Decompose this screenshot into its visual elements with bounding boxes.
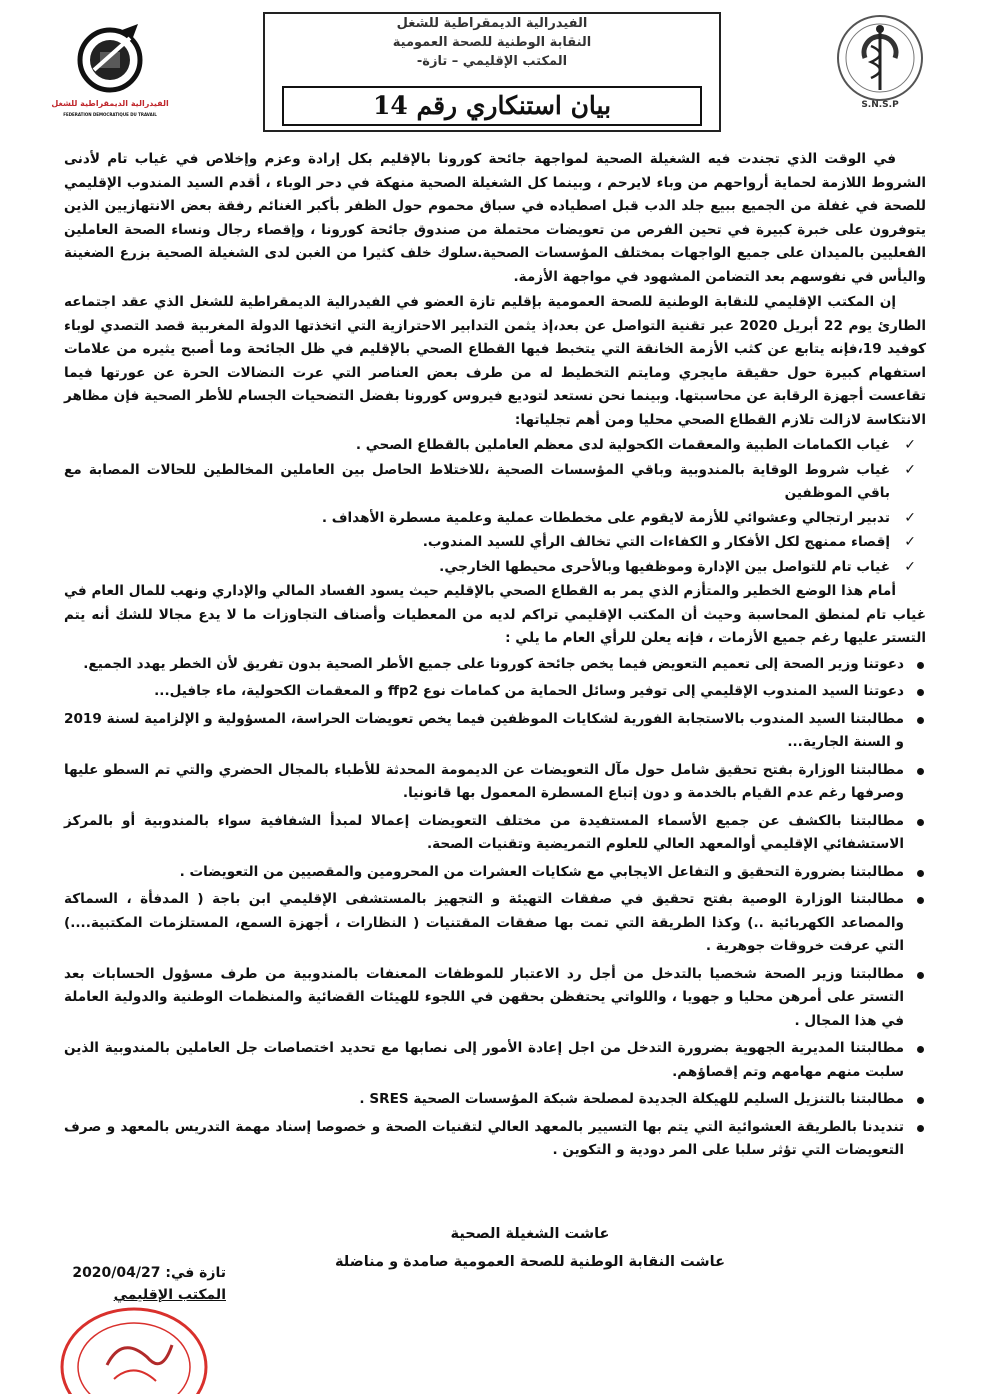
fdt-logo-icon: [51, 12, 169, 120]
checklist-item: ✓ غياب الكمامات الطبية والمعقمات الكحولية لدى معظم العاملين بالقطاع الصحي .: [64, 434, 918, 458]
paragraph-announcement: أمام هذا الوضع الخطير والمتأزم الذي يمر به القطاع الصحي بالإقليم حيث يسود الفساد المالي والإداري ونهب للمال العام في غياب تام لمنطق المحاسبة وحيث أن المكتب الإقليمي تراكم لديه من المعطيات وأصناف التجاوزات ما لا يدع مجالا للشك أنه يتم التستر عليها رغم جميع الأزمات ، فإنه يعلن للرأي العام ما يلي :: [64, 583, 926, 646]
bullet-icon: [917, 689, 924, 696]
logo-left-text: الفيدرالية الديمقراطية للشغل: [51, 99, 169, 108]
header-line-union: النقابة الوطنية للصحة العمومية: [392, 35, 592, 50]
checklist-item: ✓ غياب شروط الوقاية بالمندوبية وباقي المؤسسات الصحية ،للاختلاط الحاصل بين العاملين المخالطين للحالات المصابة مع باقي الموظفين: [64, 459, 918, 506]
checklist-item: ✓ غياب تام للتواصل بين الإدارة وموظفيها وبالأحرى محيطها الخارجي.: [64, 556, 918, 580]
official-stamp-icon: [52, 1295, 217, 1394]
signature-office: المكتب الإقليمي: [113, 1287, 226, 1303]
list-item: مطالبتنا الوزارة بفتح تحقيق شامل حول مآل التعويضات عن الديمومة المحدثة للأطباء بالمجال الحضري والتي تم السطو عليها وصرفها رغم عدم القيام بالخدمة و دون إتباع المسطرة المعمول بها قانونيا.: [64, 759, 926, 806]
list-item: مطالبتنا بالكشف عن جميع الأسماء المستفيدة من مختلف التعويضات إعمالا لمبدأ الشفافية سواء بالمندوبية أو بالمركز الاستشفائي الإقليمي أوالمعهد العالي للعلوم التمريضية وتقنيات الصحة.: [64, 810, 926, 857]
bullet-icon: [917, 1046, 924, 1053]
header-line-office: المكتب الإقليمي – تازة-: [416, 54, 568, 69]
bullet-icon: [917, 717, 924, 724]
demands-list: [64, 653, 926, 1163]
closing-slogans: [250, 1220, 810, 1276]
paragraph-intro: في الوقت الذي تجندت فيه الشغيلة الصحية لمواجهة جائحة كورونا بالإقليم بكل إرادة وعزم وإخلاص في غياب تام لأدنى الشروط اللازمة لحماية أرواحهم من وباء لايرحم ، وبينما كل الشغيلة الصحية منهكة في دحر الوباء ، أقدم السيد المندوب الإقليمي للصحة في غفلة من الجميع ببيع جلد الدب قبل اصطياده في سباق محموم حول الظفر بأكبر الغنائم رفقة بعض الانتهازيين الذين يتوفرون على خبرة كبيرة في تحين الفرص من تعويضات محتملة من صندوق جائحة كورونا ، وإقصاء رجال ونساء الصحة العاملين الفعليين بالميدان على جميع الواجهات بمختلف المؤسسات الصحية.سلوك خلف كثيرا من الغبن لدى الشغيلة الصحية بزرع الضغينة واليأس في نفوسهم بعد التضامن المشهود في مواجهة الأزمة.: [64, 151, 926, 285]
closing-line-union: عاشت النقابة الوطنية للصحة العمومية صامدة و مناضلة: [335, 1254, 725, 1270]
checkmark-icon: ✓: [904, 509, 916, 526]
list-item: مطالبتنا وزير الصحة شخصيا بالتدخل من أجل رد الاعتبار للموظفات المعنفات بالمندوبية من طرف مسؤول الحسابات بعد التستر على أمرهن محليا و جهويا ، واللواتي يحتفظن بحقهن في اللجوء للهيئات القضائية والمنظمات الوطنية والدولية العاملة في هذا المجال .: [64, 963, 926, 1034]
document-body: [64, 148, 926, 1167]
list-item: دعوتنا السيد المندوب الإقليمي إلى توفير وسائل الحماية من كمامات نوع ffp2 و المعقمات الكحولية، ماء جافيل...: [64, 680, 926, 704]
closing-line-workers: عاشت الشغيلة الصحية: [450, 1226, 610, 1242]
list-item: مطالبتنا المديرية الجهوية بضرورة التدخل من اجل إعادة الأمور إلى نصابها مع تحديد اختصاصات جل العاملين بالمندوبية الذين سلبت منهم مهامهم وتم إقصاؤهم.: [64, 1037, 926, 1084]
snsp-caduceus-icon: [805, 10, 955, 110]
document-title: بيان استنكاري رقم 14: [282, 86, 702, 126]
list-item: دعوتنا وزير الصحة إلى تعميم التعويض فيما يخص جائحة كورونا على جميع الأطر الصحية بدون تفريق لأن الخطر يهدد الجميع.: [64, 653, 926, 677]
checkmark-icon: ✓: [904, 437, 916, 453]
logo-left-subtext: FEDERATION DEMOCRATIQUE DU TRAVAIL: [63, 112, 157, 117]
signature-date: تازة في: 2020/04/27: [72, 1265, 226, 1281]
bullet-icon: [917, 768, 924, 775]
bullet-icon: [917, 870, 924, 877]
list-item: تنديدنا بالطريقة العشوائية التي يتم بها التسيير بالمعهد العالي لتقنيات الصحة و خصوصا إسناد مهمة التدريس بالمعهد و صرف التعويضات التي تؤثر سلبا على المر دودية و التكوين .: [64, 1116, 926, 1163]
bullet-icon: [917, 972, 924, 979]
list-item: مطالبتنا الوزارة الوصية بفتح تحقيق في صفقات التهيئة و التجهيز بالمستشفى الإقليمي ابن باجة ( المدفأة ، السماكة والمصاعد الكهربائية ..) وكذا الطريقة التي تمت بها صفقات المقتنيات ( النظارات ، أجهزة السمع، المستلزمات المكتبية....) التي عرفت خروقات جوهرية .: [64, 888, 926, 959]
list-item: مطالبتنا بالتنزيل السليم للهيكلة الجديدة لمصلحة شبكة المؤسسات الصحية SRES .: [64, 1088, 926, 1112]
header-line-federation: الفيدرالية الديمقراطية للشغل: [396, 16, 588, 31]
checkmark-icon: ✓: [904, 534, 916, 550]
checklist-item: ✓ إقصاء ممنهج لكل الأفكار و الكفاءات التي تخالف الرأي للسيد المندوب.: [64, 531, 918, 555]
bullet-icon: [917, 1097, 924, 1104]
issues-checklist: [64, 434, 926, 579]
logo-right-text: S.N.S.P: [861, 100, 899, 110]
checkmark-icon: ✓: [904, 461, 916, 478]
checklist-item: ✓ تدبير ارتجالي وعشوائي للأزمة لايقوم على مخططات عملية وعلمية مسطرة الأهداف .: [64, 507, 918, 531]
bullet-icon: [917, 897, 924, 904]
list-item: مطالبتنا بضرورة التحقيق و التفاعل الايجابي مع شكايات العشرات من المحرومين والمقصيين من التعويضات .: [64, 861, 926, 885]
letterhead-lines: [265, 14, 719, 84]
bullet-icon: [917, 1125, 924, 1132]
checkmark-icon: ✓: [904, 558, 916, 575]
bullet-icon: [917, 819, 924, 826]
list-item: مطالبتنا السيد المندوب بالاستجابة الفورية لشكايات الموظفين فيما يخص تعويضات الحراسة، المسؤولية و الإلزامية لسنة 2019 و السنة الجارية...: [64, 708, 926, 755]
bullet-icon: [917, 662, 924, 669]
paragraph-office-statement: إن المكتب الإقليمي للنقابة الوطنية للصحة العمومية بإقليم تازة العضو في الفيدرالية الديمقراطية للشغل الذي عقد اجتماعه الطارئ يوم 22 أبريل 2020 عبر تقنية التواصل عن بعد،إذ يثمن التدابير الاحترازية التي اتخذتها الدولة المغربية قصد التصدي لوباء كوفيد 19،فإنه يتابع عن كثب الأزمة الخانقة التي يتخبط فيها القطاع الصحي بالإقليم في ظل الجائحة وما أصبح يثيره من علامات استفهام كبيرة حول حقيقة مايجري ومايتم التخطيط له من طرف بعض العناصر التي عرت النضالات الحرة عن عورتها فيما تقاعست أجهزة الرقابة عن محاسبتها. وبينما نحن نستعد لتوديع فيروس كورونا بفضل التضحيات الجسام للأطر الصحية فإن مظاهر الانتكاسة لازالت تلازم القطاع الصحي محليا ومن أهم تجلياتها:: [64, 294, 926, 428]
